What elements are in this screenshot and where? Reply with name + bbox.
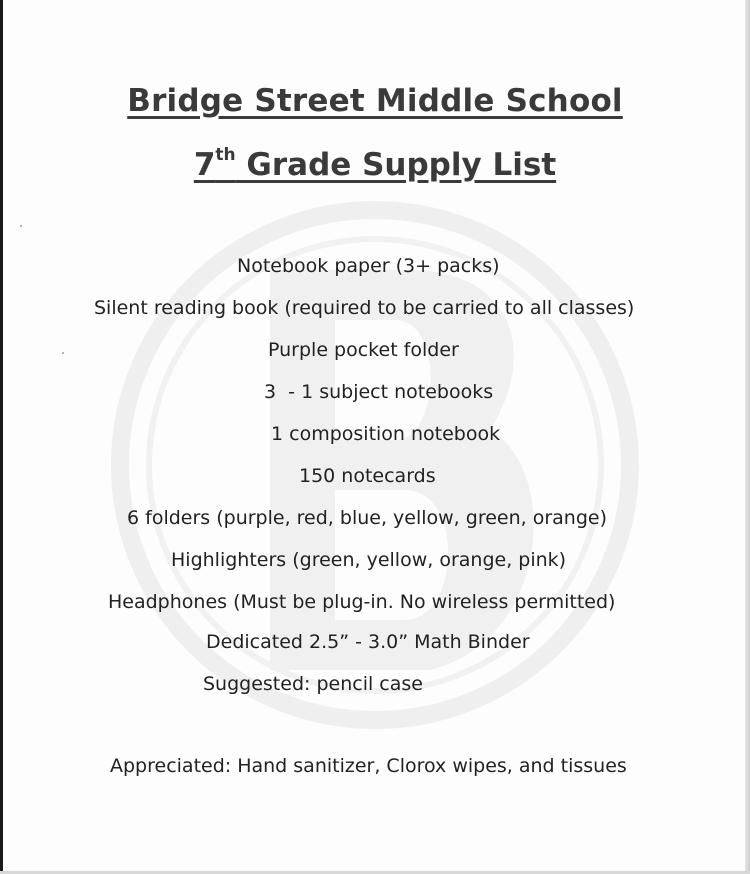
list-item: Highlighters (green, yellow, orange, pink)	[171, 549, 567, 571]
list-item: Purple pocket folder	[268, 339, 459, 361]
list-item: Dedicated 2.5” - 3.0” Math Binder	[206, 631, 530, 653]
scan-speck	[62, 352, 64, 354]
page-title: Bridge Street Middle School	[127, 83, 623, 119]
list-item: 6 folders (purple, red, blue, yellow, green, orange)	[127, 507, 608, 529]
subtitle-text: Grade Supply List	[235, 147, 557, 183]
page-subtitle	[194, 142, 556, 188]
list-item: Notebook paper (3+ packs)	[237, 255, 500, 277]
list-item: Headphones (Must be plug-in. No wireless permitted)	[108, 591, 616, 613]
list-item: 3 - 1 subject notebooks	[264, 381, 494, 403]
list-item: 150 notecards	[299, 465, 436, 487]
grade-suffix: th	[215, 145, 236, 165]
list-item: 1 composition notebook	[271, 423, 501, 445]
grade-number: 7	[193, 147, 216, 183]
header	[0, 78, 750, 193]
scan-speck	[20, 225, 22, 227]
list-item: Silent reading book (required to be carried to all classes)	[94, 297, 635, 319]
appreciated-note: Appreciated: Hand sanitizer, Clorox wipes, and tissues	[110, 755, 627, 777]
list-item: Suggested: pencil case	[203, 673, 423, 695]
